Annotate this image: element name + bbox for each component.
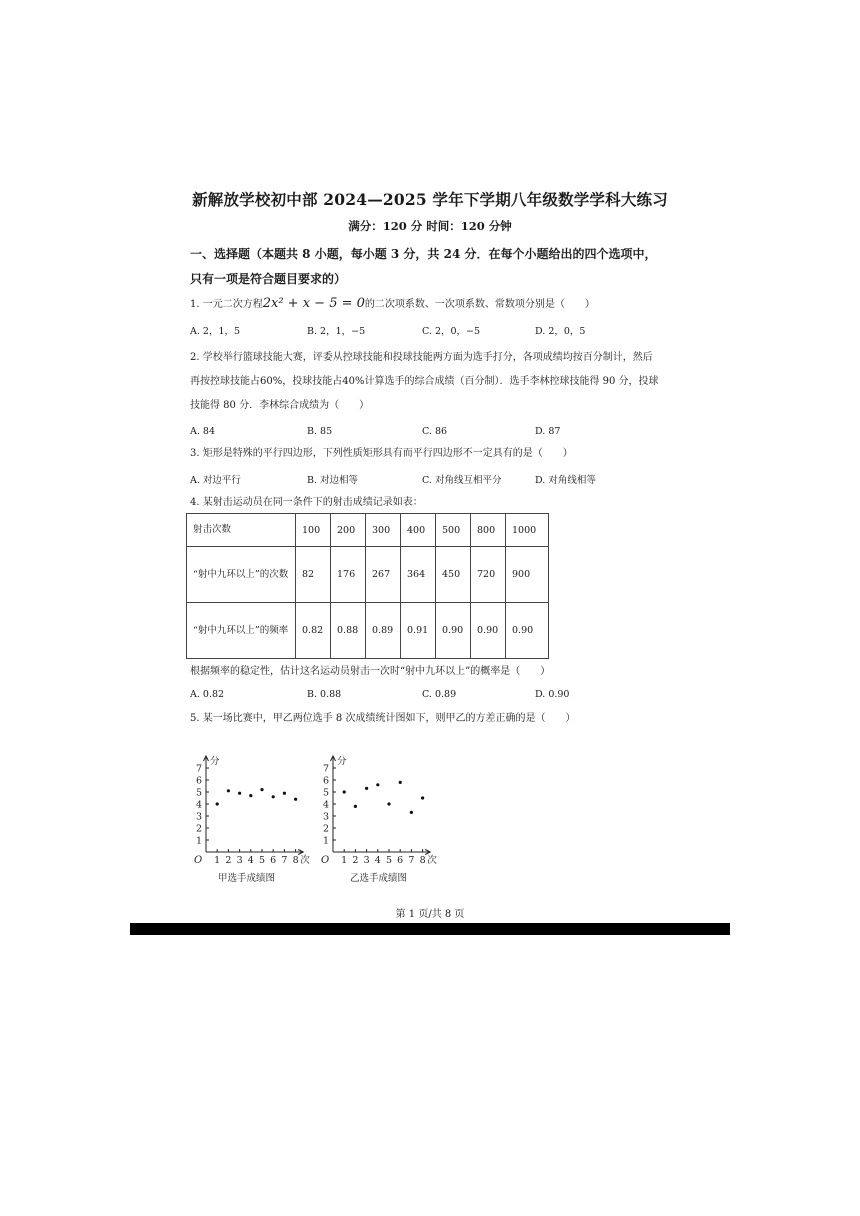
table-cell: 0.90 (471, 603, 506, 659)
x-tick-label: 4 (374, 855, 381, 866)
exam-title: 新解放学校初中部 2024—2025 学年下学期八年级数学学科大练习 (192, 190, 668, 209)
x-tick-label: 2 (352, 855, 359, 866)
table-cell: 0.89 (366, 603, 401, 659)
data-point (216, 802, 219, 805)
table-row (187, 547, 549, 603)
y-tick-label: 4 (195, 799, 202, 811)
table-cell: 1000 (506, 514, 549, 547)
data-point (376, 783, 379, 786)
y-tick-label: 7 (195, 763, 202, 775)
option-d[interactable]: D. 87 (535, 426, 561, 437)
question-1-equation: 2x² + x − 5 = 0 (262, 296, 365, 311)
table-row (187, 514, 549, 547)
table-cell: 300 (366, 514, 401, 547)
black-bar (130, 923, 730, 935)
y-tick-label: 6 (195, 775, 202, 787)
table-cell: 500 (436, 514, 471, 547)
y-tick-label: 6 (322, 775, 329, 787)
table-cell: 0.90 (436, 603, 471, 659)
y-tick-label: 2 (195, 823, 202, 835)
y-axis-label: 分 (210, 756, 220, 767)
data-point (238, 792, 241, 795)
x-tick-label: 6 (397, 855, 404, 866)
option-c[interactable]: C. 86 (422, 426, 448, 437)
chart-yi-caption: 乙选手成绩图 (350, 873, 408, 884)
x-tick-label: 3 (363, 855, 370, 866)
table-cell: 0.91 (401, 603, 436, 659)
x-tick-label: 5 (258, 855, 266, 866)
chart-jia-scores (186, 740, 316, 868)
y-tick-label: 4 (322, 799, 329, 811)
table-row-label: “射中九环以上”的次数 (187, 547, 296, 603)
x-axis-label: 次 (300, 855, 310, 866)
x-tick-label: 7 (281, 855, 288, 866)
x-tick-label: 4 (247, 855, 254, 866)
option-c[interactable]: C. 对角线互相平分 (422, 475, 502, 486)
option-d[interactable]: D. 0.90 (535, 689, 570, 700)
x-axis-label: 次 (427, 855, 437, 866)
x-tick-label: 2 (225, 855, 232, 866)
option-d[interactable]: D. 对角线相等 (535, 475, 596, 486)
shooting-record-table (186, 513, 549, 659)
option-a[interactable]: A. 84 (190, 426, 215, 437)
option-a[interactable]: A. 对边平行 (190, 475, 241, 486)
table-cell: 200 (331, 514, 366, 547)
option-a[interactable]: A. 0.82 (190, 689, 225, 700)
x-tick-label: 8 (292, 855, 299, 866)
question-1-suffix: 的二次项系数、一次项系数、常数项分别是（ ） (364, 299, 595, 310)
table-cell: 267 (366, 547, 401, 603)
y-tick-label: 3 (322, 811, 329, 823)
x-tick-label: 8 (419, 855, 426, 866)
data-point (410, 811, 413, 814)
y-tick-label: 3 (195, 811, 202, 823)
data-point (354, 805, 357, 808)
question-2: 2. 学校举行篮球技能大赛，评委从控球技能和投球技能两方面为选手打分，各项成绩均按百分制计，然后再按控球技能占60%，投球技能占40%计算选手的综合成绩（百分制）．选手李林控球技能得 90 分，投球技能得 80 分．李林综合成绩为（ ） (190, 352, 659, 411)
data-point (365, 787, 368, 790)
origin-label: O (321, 855, 330, 866)
table-cell: 400 (401, 514, 436, 547)
table-cell: 0.82 (296, 603, 331, 659)
data-point (399, 781, 402, 784)
table-cell: 176 (331, 547, 366, 603)
origin-label: O (194, 855, 203, 866)
x-tick-label: 3 (236, 855, 243, 866)
table-cell: 364 (401, 547, 436, 603)
table-cell: 82 (296, 547, 331, 603)
table-cell: 720 (471, 547, 506, 603)
y-tick-label: 1 (322, 835, 329, 847)
y-tick-label: 5 (195, 787, 202, 799)
question-5: 5. 某一场比赛中，甲乙两位选手 8 次成绩统计图如下，则甲乙的方差正确的是（ ） (190, 713, 576, 724)
data-point (387, 802, 390, 805)
data-point (249, 794, 252, 797)
data-point (260, 788, 263, 791)
table-cell: 800 (471, 514, 506, 547)
table-row-label: 射击次数 (187, 514, 296, 547)
x-tick-label: 6 (270, 855, 277, 866)
x-tick-label: 7 (408, 855, 415, 866)
option-c[interactable]: C. 2，0，−5 (422, 326, 481, 337)
y-axis-label: 分 (337, 756, 347, 767)
section-heading: 一、选择题（本题共 8 小题，每小题 3 分，共 24 分．在每个小题给出的四个选项中，只有一项是符合题目要求的） (190, 247, 657, 286)
table-row-label: “射中九环以上”的频率 (187, 603, 296, 659)
option-b[interactable]: B. 2，1，−5 (307, 326, 366, 337)
table-cell: 0.90 (506, 603, 549, 659)
question-1-prefix: 1. 一元二次方程 (190, 299, 263, 310)
x-tick-label: 1 (341, 855, 348, 866)
y-tick-label: 5 (322, 787, 329, 799)
table-cell: 450 (436, 547, 471, 603)
y-tick-label: 1 (195, 835, 202, 847)
option-d[interactable]: D. 2，0，5 (535, 326, 586, 337)
data-point (272, 795, 275, 798)
option-b[interactable]: B. 0.88 (307, 689, 342, 700)
data-point (227, 789, 230, 792)
exam-subtitle: 满分：120 分 时间：120 分钟 (348, 219, 512, 233)
option-c[interactable]: C. 0.89 (422, 689, 457, 700)
question-4: 4. 某射击运动员在同一条件下的射击成绩记录如表： (190, 497, 423, 508)
table-cell: 100 (296, 514, 331, 547)
x-tick-label: 1 (214, 855, 221, 866)
table-row (187, 603, 549, 659)
data-point (421, 796, 424, 799)
chart-jia-caption: 甲选手成绩图 (218, 873, 276, 884)
question-4-followup: 根据频率的稳定性，估计这名运动员射击一次时“射中九环以上”的概率是（ ） (190, 666, 551, 677)
y-tick-label: 2 (322, 823, 329, 835)
chart-yi-scores (313, 740, 443, 868)
data-point (283, 792, 286, 795)
table-cell: 900 (506, 547, 549, 603)
data-point (343, 790, 346, 793)
y-tick-label: 7 (322, 763, 329, 775)
page-number: 第 1 页/共 8 页 (395, 909, 465, 920)
option-b[interactable]: B. 85 (307, 426, 333, 437)
question-1 (190, 296, 660, 312)
data-point (294, 798, 297, 801)
table-cell: 0.88 (331, 603, 366, 659)
option-a[interactable]: A. 2，1，5 (190, 326, 241, 337)
option-b[interactable]: B. 对边相等 (307, 475, 359, 486)
x-tick-label: 5 (385, 855, 393, 866)
question-3: 3. 矩形是特殊的平行四边形，下列性质矩形具有而平行四边形不一定具有的是（ ） (190, 448, 573, 459)
